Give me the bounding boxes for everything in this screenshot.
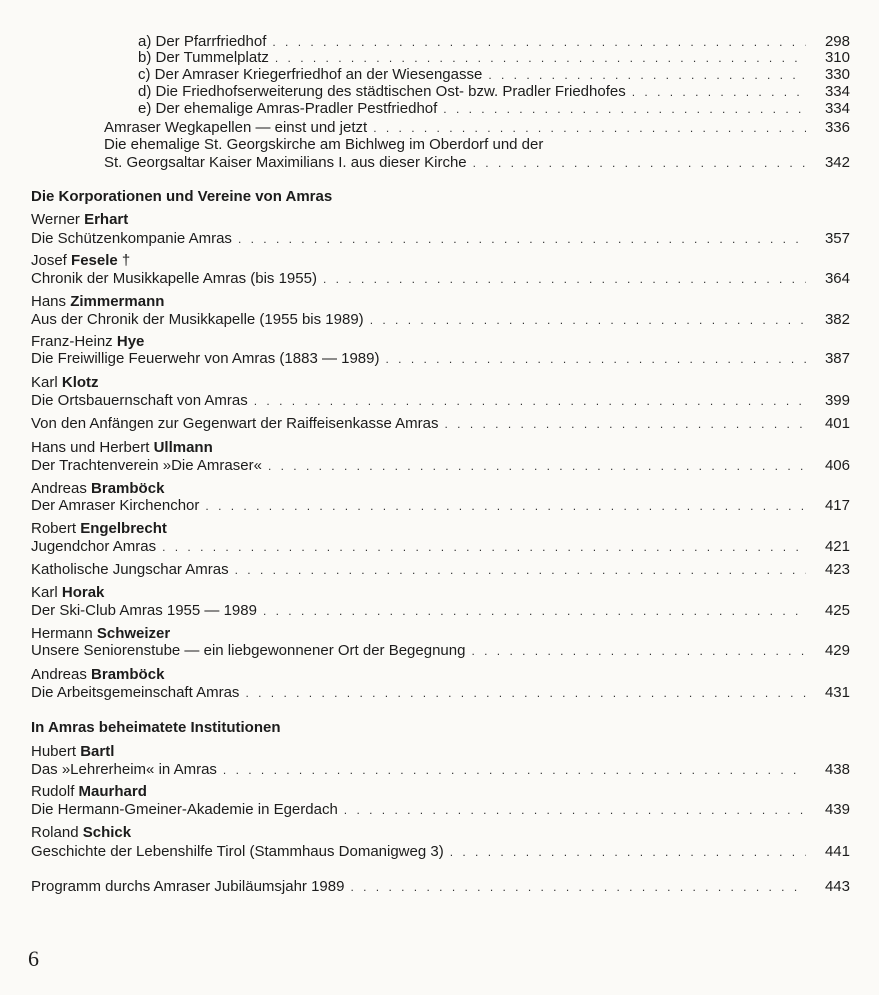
leader-dots (238, 230, 806, 248)
toc-entry (31, 497, 850, 515)
entry-page: 382 (824, 311, 850, 328)
entry-title: Der Ski-Club Amras 1955 — 1989 (31, 602, 257, 619)
toc-entry (31, 230, 850, 248)
author: Hans Zimmermann (31, 293, 165, 310)
entry-page: 334 (824, 100, 850, 117)
author: Roland Schick (31, 824, 132, 841)
entry-page: 423 (824, 561, 850, 578)
toc-entry (31, 392, 850, 410)
leader-dots (443, 100, 806, 118)
entry-title: Chronik der Musikkapelle Amras (bis 1955) (31, 270, 317, 287)
entry-page: 342 (824, 154, 850, 171)
leader-dots (275, 49, 806, 67)
entry-page: 431 (824, 684, 850, 701)
entry-page: 401 (824, 415, 850, 432)
entry-title: a) Der Pfarrfriedhof (138, 33, 267, 50)
author: Andreas Bramböck (31, 480, 165, 497)
entry-page: 357 (824, 230, 850, 247)
toc-entry (138, 66, 850, 84)
leader-dots (235, 561, 806, 579)
leader-dots (245, 684, 806, 702)
entry-title: d) Die Friedhofserweiterung des städtischen Ost- bzw. Pradler Friedhofes (138, 83, 626, 100)
entry-title-line1: Die ehemalige St. Georgskirche am Bichlweg im Oberdorf und der (104, 136, 544, 153)
toc-entry (31, 642, 850, 660)
entry-page: 421 (824, 538, 850, 555)
entry-title: Das »Lehrerheim« in Amras (31, 761, 217, 778)
entry-title: Die Ortsbauernschaft von Amras (31, 392, 248, 409)
toc-entry (104, 154, 850, 172)
entry-page: 330 (824, 66, 850, 83)
toc-entry (31, 538, 850, 556)
author: Werner Erhart (31, 211, 129, 228)
entry-page: 298 (824, 33, 850, 50)
toc-entry (138, 83, 850, 101)
entry-title: Die Arbeitsgemeinschaft Amras (31, 684, 240, 701)
leader-dots (254, 392, 806, 410)
entry-page: 438 (824, 761, 850, 778)
toc-entry (31, 415, 850, 433)
entry-title: Amraser Wegkapellen — einst und jetzt (104, 119, 368, 136)
leader-dots (268, 457, 806, 475)
toc-entry (104, 119, 850, 137)
leader-dots (444, 415, 806, 433)
author: Karl Horak (31, 584, 105, 601)
author: Karl Klotz (31, 374, 99, 391)
toc-entry (31, 684, 850, 702)
toc-entry (138, 49, 850, 67)
leader-dots (632, 83, 806, 101)
entry-title: Von den Anfängen zur Gegenwart der Raiffeisenkasse Amras (31, 415, 439, 432)
leader-dots (450, 843, 806, 861)
leader-dots (263, 602, 806, 620)
entry-title: c) Der Amraser Kriegerfriedhof an der Wiesengasse (138, 66, 483, 83)
toc-entry (31, 311, 850, 329)
leader-dots (162, 538, 806, 556)
toc-entry (31, 761, 850, 779)
entry-page: 417 (824, 497, 850, 514)
entry-title: Die Freiwillige Feuerwehr von Amras (1883 — 1989) (31, 350, 380, 367)
entry-page: 364 (824, 270, 850, 287)
toc-entry (138, 100, 850, 118)
toc-entry (31, 801, 850, 819)
toc-entry (31, 878, 850, 896)
entry-page: 387 (824, 350, 850, 367)
author: Robert Engelbrecht (31, 520, 167, 537)
entry-title: e) Der ehemalige Amras-Pradler Pestfriedhof (138, 100, 438, 117)
entry-title: Unsere Seniorenstube — ein liebgewonnener Ort der Begegnung (31, 642, 466, 659)
author: Franz-Heinz Hye (31, 333, 145, 350)
entry-page: 441 (824, 843, 850, 860)
leader-dots (223, 761, 806, 779)
toc-entry (31, 602, 850, 620)
entry-title: Programm durchs Amraser Jubiläumsjahr 1989 (31, 878, 345, 895)
entry-title: Jugendchor Amras (31, 538, 157, 555)
toc-entry (31, 270, 850, 288)
entry-title: Katholische Jungschar Amras (31, 561, 229, 578)
entry-title: Geschichte der Lebenshilfe Tirol (Stammhaus Domanigweg 3) (31, 843, 444, 860)
entry-title: St. Georgsaltar Kaiser Maximilians I. aus dieser Kirche (104, 154, 467, 171)
author: Josef Fesele † (31, 252, 131, 269)
entry-title: Der Amraser Kirchenchor (31, 497, 200, 514)
entry-page: 425 (824, 602, 850, 619)
entry-title: Die Schützenkompanie Amras (31, 230, 232, 247)
entry-title: Aus der Chronik der Musikkapelle (1955 bis 1989) (31, 311, 364, 328)
toc-entry (31, 350, 850, 368)
entry-page: 406 (824, 457, 850, 474)
section-heading: Die Korporationen und Vereine von Amras (31, 188, 333, 205)
leader-dots (373, 119, 806, 137)
leader-dots (350, 878, 806, 896)
toc-entry (31, 843, 850, 861)
leader-dots (205, 497, 806, 515)
entry-page: 336 (824, 119, 850, 136)
leader-dots (370, 311, 806, 329)
page-number: 6 (28, 946, 39, 971)
leader-dots (471, 642, 806, 660)
author: Rudolf Maurhard (31, 783, 147, 800)
toc-entry (31, 457, 850, 475)
author: Andreas Bramböck (31, 666, 165, 683)
entry-page: 399 (824, 392, 850, 409)
leader-dots (385, 350, 806, 368)
leader-dots (473, 154, 806, 172)
entry-page: 310 (824, 49, 850, 66)
entry-page: 334 (824, 83, 850, 100)
leader-dots (488, 66, 806, 84)
author: Hubert Bartl (31, 743, 115, 760)
entry-page: 443 (824, 878, 850, 895)
entry-title: b) Der Tummelplatz (138, 49, 269, 66)
section-heading: In Amras beheimatete Institutionen (31, 719, 281, 736)
leader-dots (344, 801, 806, 819)
entry-title: Die Hermann-Gmeiner-Akademie in Egerdach (31, 801, 338, 818)
entry-page: 439 (824, 801, 850, 818)
author: Hermann Schweizer (31, 625, 171, 642)
entry-title: Der Trachtenverein »Die Amraser« (31, 457, 262, 474)
author: Hans und Herbert Ullmann (31, 439, 213, 456)
entry-page: 429 (824, 642, 850, 659)
toc-entry (31, 561, 850, 579)
leader-dots (323, 270, 806, 288)
